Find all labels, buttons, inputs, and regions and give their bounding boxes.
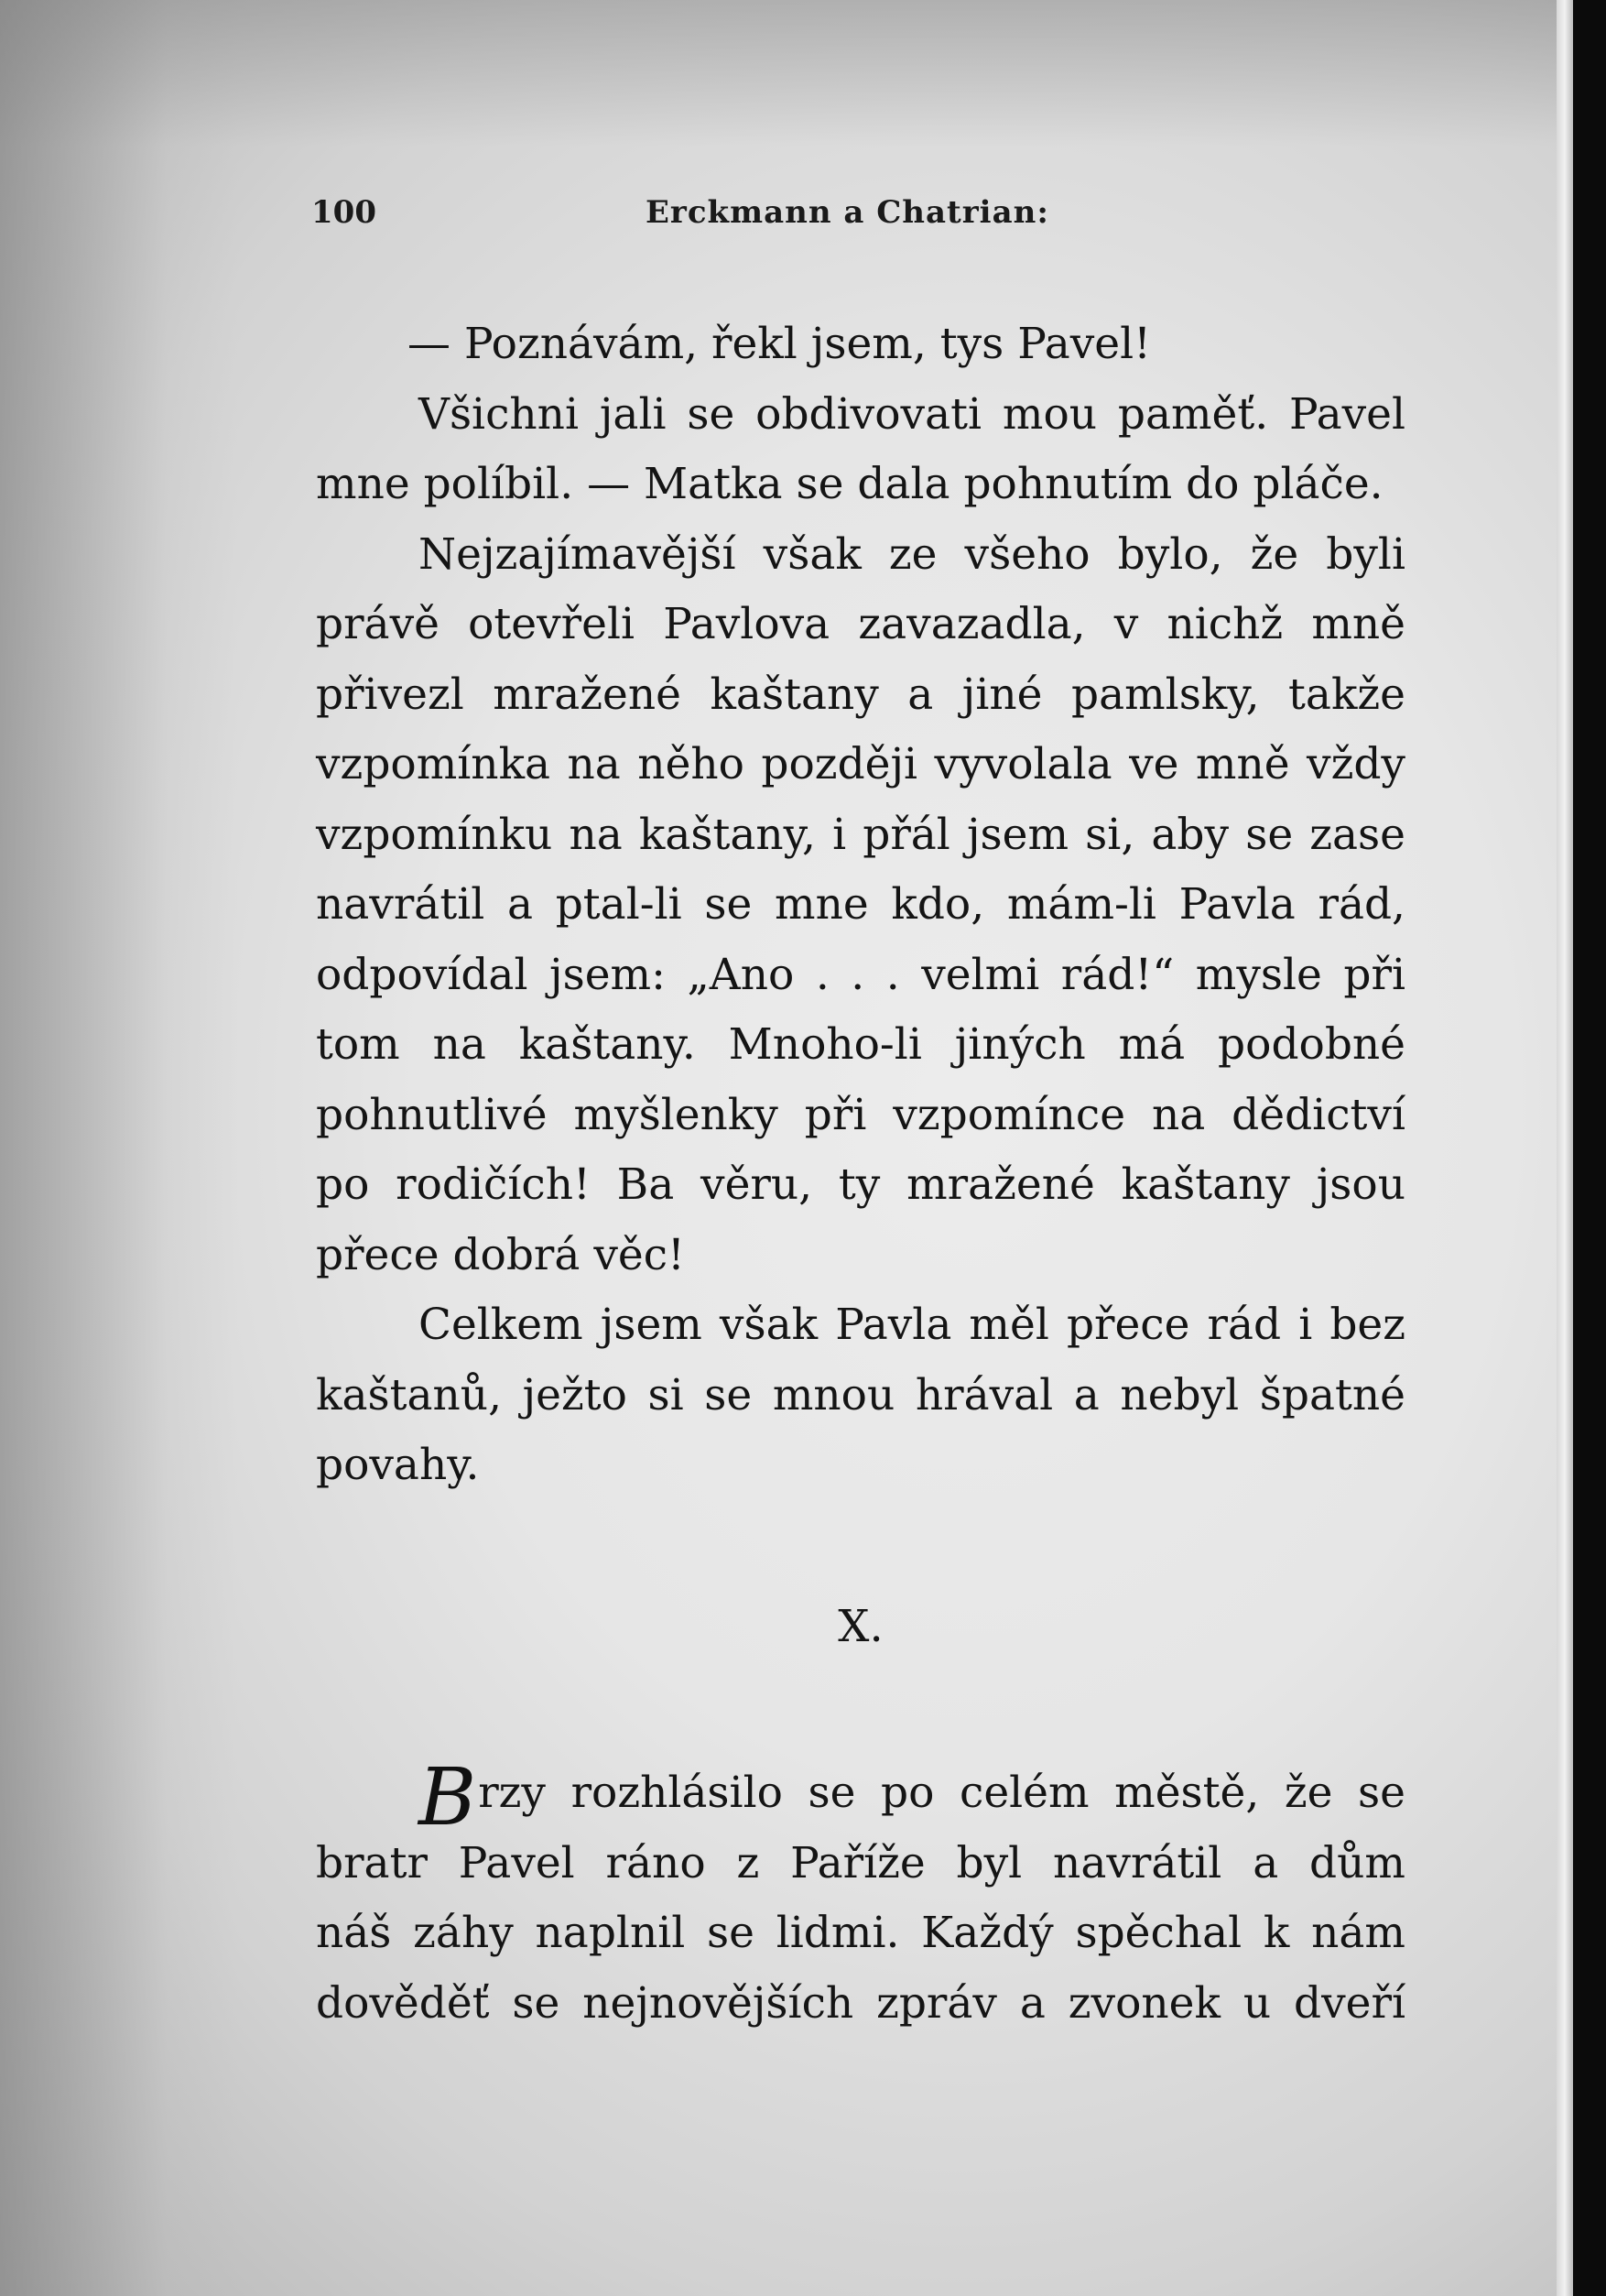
drop-cap: B — [418, 1752, 477, 1844]
paragraph: Nejzajímavější však ze všeho bylo, že byli právě otevřeli Pavlova zavazadla, v nichž mně přivezl mražené kaštany a jiné pamlsky, takže vzpomínka na něho později vyvolala ve mně vždy vzpomínku na kaštany, i přál jsem si, aby se zase navrátil a ptal-li se mne kdo, mám-li Pavla rád, odpovídal jsem: „Ano . . . velmi rád!“ mysle při tom na kaštany. Mnoho-li jiných má podobné pohnutlivé myšlenky při vzpomínce na dědictví po rodičích! Ba věru, ty mražené kaštany jsou přece dobrá věc! — [316, 528, 1405, 1280]
page-edge — [1557, 0, 1573, 2296]
chapter-text — [316, 1752, 1405, 2039]
text-line: bratr Pavel ráno z Paříže byl navrátil a dům — [316, 1837, 1405, 1888]
text-line: rzy rozhlásilo se po celém městě, že se — [478, 1768, 1405, 1818]
text-line: dověděť se nejnovějších zpráv a zvonek u dveří — [316, 1977, 1405, 2029]
running-title: Erckmann a Chatrian: — [646, 194, 1049, 231]
body-text — [316, 310, 1405, 1501]
paragraph: Celkem jsem však Pavla měl přece rád i bez kaštanů, ježto si se mnou hrával a nebyl špatné povahy. — [316, 1300, 1405, 1490]
text-line: náš záhy naplnil se lidmi. Každý spěchal k nám — [316, 1908, 1405, 1958]
chapter-heading: X. — [838, 1601, 884, 1652]
page-number: 100 — [311, 194, 376, 231]
paragraph: Všichni jali se obdivovati mou paměť. Pavel mne políbil. — Matka se dala pohnutím do pláče. — [316, 388, 1405, 509]
page-header — [311, 194, 1410, 240]
paragraph: — Poznávám, řekl jsem, tys Pavel! — [407, 319, 1152, 369]
